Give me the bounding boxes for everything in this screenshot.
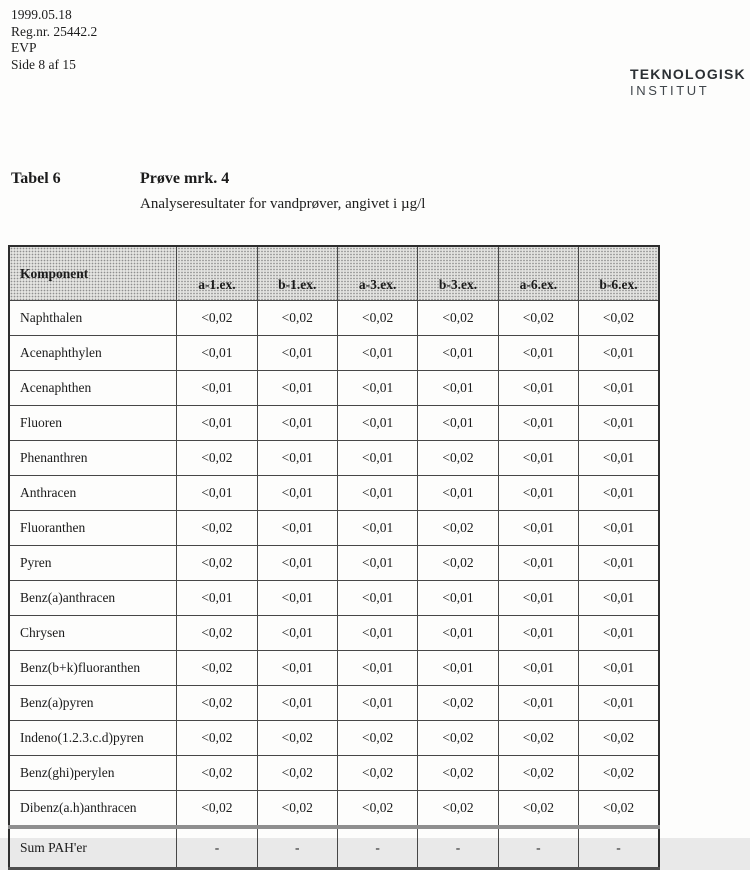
value-cell: <0,02: [177, 546, 257, 581]
logo-line-teknologisk: TEKNOLOGISK: [630, 66, 746, 82]
value-cell: <0,02: [337, 791, 417, 828]
teknologisk-institut-logo: [630, 66, 746, 98]
component-name-cell: Naphthalen: [9, 301, 177, 336]
meta-page-number: Side 8 af 15: [11, 56, 76, 72]
value-cell: <0,01: [579, 616, 659, 651]
value-cell: <0,01: [498, 336, 578, 371]
value-cell: <0,02: [177, 616, 257, 651]
value-cell: <0,02: [418, 301, 498, 336]
value-cell: <0,01: [257, 511, 337, 546]
value-cell: -: [579, 827, 659, 869]
value-cell: <0,01: [418, 406, 498, 441]
table-row: [9, 791, 659, 828]
value-cell: <0,02: [337, 301, 417, 336]
component-name-cell: Benz(b+k)fluoranthen: [9, 651, 177, 686]
value-cell: <0,02: [579, 301, 659, 336]
value-cell: -: [337, 827, 417, 869]
value-cell: <0,01: [498, 511, 578, 546]
value-cell: <0,01: [498, 651, 578, 686]
component-name-cell: Fluoranthen: [9, 511, 177, 546]
value-cell: <0,01: [579, 686, 659, 721]
value-cell: <0,01: [579, 441, 659, 476]
value-cell: <0,02: [418, 756, 498, 791]
component-name-cell: Anthracen: [9, 476, 177, 511]
value-cell: <0,02: [177, 511, 257, 546]
value-cell: <0,01: [337, 371, 417, 406]
value-cell: <0,02: [579, 791, 659, 828]
table-row: [9, 441, 659, 476]
value-cell: <0,01: [257, 441, 337, 476]
table-number-label: Tabel 6: [11, 170, 61, 187]
value-cell: <0,01: [579, 581, 659, 616]
meta-initials: EVP: [11, 40, 37, 55]
table-row: [9, 511, 659, 546]
value-cell: <0,01: [579, 336, 659, 371]
value-cell: <0,01: [498, 441, 578, 476]
value-cell: <0,01: [337, 686, 417, 721]
document-meta-block: [11, 7, 97, 73]
value-cell: <0,01: [337, 546, 417, 581]
value-cell: <0,01: [418, 581, 498, 616]
value-cell: <0,02: [257, 791, 337, 828]
column-header-sample: b-1.ex.: [257, 246, 337, 301]
component-name-cell: Dibenz(a.h)anthracen: [9, 791, 177, 828]
value-cell: <0,01: [498, 371, 578, 406]
column-header-sample: b-6.ex.: [579, 246, 659, 301]
value-cell: <0,02: [418, 546, 498, 581]
value-cell: <0,02: [177, 756, 257, 791]
table-row: [9, 756, 659, 791]
value-cell: <0,02: [177, 301, 257, 336]
component-name-cell: Acenaphthen: [9, 371, 177, 406]
value-cell: <0,02: [257, 721, 337, 756]
column-header-sample: a-3.ex.: [337, 246, 417, 301]
table-row: [9, 581, 659, 616]
value-cell: <0,01: [337, 651, 417, 686]
value-cell: <0,02: [579, 721, 659, 756]
column-header-component: Komponent: [9, 246, 177, 301]
component-name-cell: Fluoren: [9, 406, 177, 441]
value-cell: <0,01: [579, 651, 659, 686]
value-cell: <0,01: [498, 406, 578, 441]
value-cell: <0,01: [337, 581, 417, 616]
component-name-cell: Chrysen: [9, 616, 177, 651]
value-cell: <0,02: [177, 651, 257, 686]
column-header-sample: a-6.ex.: [498, 246, 578, 301]
table-header-row: [9, 246, 659, 301]
value-cell: <0,02: [177, 791, 257, 828]
value-cell: <0,01: [418, 336, 498, 371]
value-cell: <0,01: [337, 441, 417, 476]
value-cell: <0,02: [418, 791, 498, 828]
value-cell: <0,02: [257, 301, 337, 336]
value-cell: <0,01: [337, 511, 417, 546]
value-cell: <0,02: [337, 756, 417, 791]
value-cell: <0,02: [418, 686, 498, 721]
meta-date: 1999.05.18: [11, 7, 72, 22]
value-cell: <0,01: [337, 336, 417, 371]
value-cell: <0,01: [579, 406, 659, 441]
table-row: [9, 371, 659, 406]
value-cell: <0,01: [257, 371, 337, 406]
value-cell: <0,02: [498, 791, 578, 828]
value-cell: <0,01: [177, 371, 257, 406]
value-cell: <0,01: [257, 546, 337, 581]
value-cell: <0,01: [418, 371, 498, 406]
table-row: [9, 476, 659, 511]
value-cell: <0,01: [498, 616, 578, 651]
component-name-cell: Benz(a)anthracen: [9, 581, 177, 616]
table-row: [9, 827, 659, 869]
value-cell: <0,01: [257, 581, 337, 616]
value-cell: <0,02: [418, 721, 498, 756]
value-cell: <0,01: [579, 371, 659, 406]
table-row: [9, 406, 659, 441]
component-name-cell: Phenanthren: [9, 441, 177, 476]
value-cell: <0,01: [579, 511, 659, 546]
component-name-cell: Pyren: [9, 546, 177, 581]
table-row: [9, 301, 659, 336]
value-cell: <0,01: [498, 581, 578, 616]
table-row: [9, 546, 659, 581]
value-cell: -: [498, 827, 578, 869]
value-cell: <0,01: [257, 406, 337, 441]
meta-regnr: Reg.nr. 25442.2: [11, 23, 98, 39]
column-header-sample: b-3.ex.: [418, 246, 498, 301]
value-cell: <0,02: [257, 756, 337, 791]
value-cell: <0,01: [257, 686, 337, 721]
table-subtitle: Analyseresultater for vandprøver, angivet i µg/l: [140, 196, 426, 212]
analysis-results-table: [8, 245, 660, 870]
value-cell: <0,01: [579, 546, 659, 581]
value-cell: <0,01: [337, 406, 417, 441]
value-cell: -: [418, 827, 498, 869]
value-cell: <0,01: [498, 686, 578, 721]
table-row: [9, 686, 659, 721]
value-cell: <0,01: [177, 336, 257, 371]
value-cell: <0,02: [579, 756, 659, 791]
value-cell: <0,01: [177, 406, 257, 441]
value-cell: <0,01: [257, 616, 337, 651]
value-cell: <0,01: [257, 651, 337, 686]
table-row: [9, 651, 659, 686]
component-name-cell: Sum PAH'er: [9, 827, 177, 869]
column-header-sample: a-1.ex.: [177, 246, 257, 301]
value-cell: <0,01: [418, 651, 498, 686]
value-cell: -: [177, 827, 257, 869]
component-name-cell: Benz(ghi)perylen: [9, 756, 177, 791]
value-cell: <0,02: [498, 756, 578, 791]
table-row: [9, 721, 659, 756]
logo-line-institut: INSTITUT: [630, 83, 710, 98]
value-cell: <0,01: [498, 476, 578, 511]
value-cell: <0,02: [418, 511, 498, 546]
component-name-cell: Benz(a)pyren: [9, 686, 177, 721]
value-cell: <0,01: [257, 476, 337, 511]
value-cell: <0,01: [177, 581, 257, 616]
component-name-cell: Indeno(1.2.3.c.d)pyren: [9, 721, 177, 756]
value-cell: <0,01: [418, 616, 498, 651]
value-cell: <0,01: [337, 476, 417, 511]
value-cell: <0,02: [177, 721, 257, 756]
component-name-cell: Acenaphthylen: [9, 336, 177, 371]
value-cell: <0,02: [337, 721, 417, 756]
value-cell: <0,02: [498, 721, 578, 756]
value-cell: <0,01: [498, 546, 578, 581]
value-cell: <0,01: [579, 476, 659, 511]
sample-title: Prøve mrk. 4: [140, 170, 230, 187]
value-cell: <0,01: [257, 336, 337, 371]
value-cell: <0,02: [177, 441, 257, 476]
table-row: [9, 616, 659, 651]
value-cell: <0,02: [418, 441, 498, 476]
value-cell: <0,01: [177, 476, 257, 511]
value-cell: <0,02: [498, 301, 578, 336]
table-row: [9, 336, 659, 371]
value-cell: <0,01: [337, 616, 417, 651]
value-cell: <0,01: [418, 476, 498, 511]
value-cell: -: [257, 827, 337, 869]
value-cell: <0,02: [177, 686, 257, 721]
